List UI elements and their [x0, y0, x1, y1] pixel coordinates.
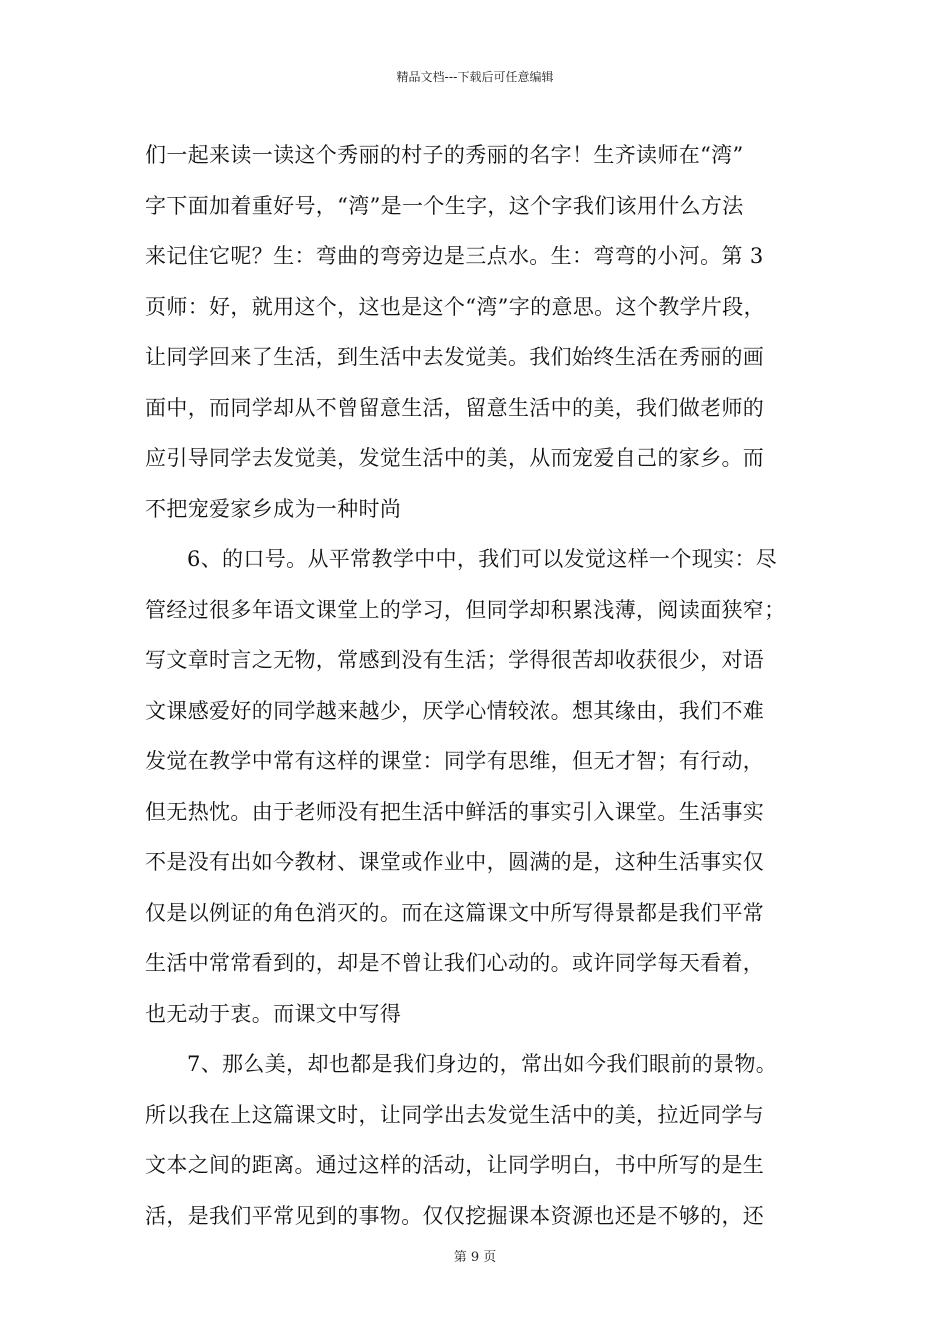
text-line: 页师：好，就用这个，这也是这个“湾”字的意思。这个教学片段，	[145, 294, 765, 319]
text-line: 仅是以例证的角色消灭的。而在这篇课文中所写得景都是我们平常	[145, 900, 765, 925]
text-line: 不把宠爱家乡成为一种时尚	[145, 496, 402, 521]
text-line: 文课感爱好的同学越来越少，厌学心情较浓。想其缘由，我们不难	[145, 698, 765, 723]
text-line: 发觉在教学中常有这样的课堂：同学有思维，但无才智；有行动，	[145, 749, 765, 773]
text-line: 应引导同学去发觉美，发觉生活中的美，从而宠爱自己的家乡。而	[145, 446, 765, 470]
page-number: 9	[470, 1250, 480, 1265]
page-header: 精品文档---下载后可任意编辑	[396, 70, 554, 84]
text-line: 6、的口号。从平常教学中中，我们可以发觉这样一个现实：尽	[187, 547, 778, 571]
text-line: 来记住它呢？生：弯曲的弯旁边是三点水。生：弯弯的小河。第 3	[145, 244, 764, 268]
text-line: 也无动于衷。而课文中写得	[145, 1001, 402, 1026]
text-line: 写文章时言之无物，常感到没有生活；学得很苦却收获很少，对语	[145, 648, 765, 672]
paragraph-6	[145, 534, 815, 1039]
text-line: 不是没有出如今教材、课堂或作业中，圆满的是，这种生活事实仅	[145, 850, 765, 874]
paragraph-7	[145, 1039, 815, 1241]
text-line: 们一起来读一读这个秀丽的村子的秀丽的名字！生齐读师在“湾”	[145, 143, 744, 167]
page-label-prefix: 第	[453, 1250, 467, 1265]
text-line: 生活中常常看到的，却是不曾让我们心动的。或许同学每天看着，	[145, 951, 765, 975]
text-line: 让同学回来了生活，到生活中去发觉美。我们始终生活在秀丽的画	[145, 345, 765, 369]
text-line: 7、那么美，却也都是我们身边的，常出如今我们眼前的景物。	[187, 1052, 778, 1076]
text-line: 文本之间的距离。通过这样的活动，让同学明白，书中所写的是生	[145, 1153, 765, 1177]
page-footer	[0, 1246, 950, 1265]
page-label-suffix: 页	[483, 1250, 497, 1265]
text-line: 所以我在上这篇课文时，让同学出去发觉生活中的美，拉近同学与	[145, 1102, 765, 1127]
text-line: 字下面加着重好号，“湾”是一个生字，这个字我们该用什么方法	[145, 193, 744, 218]
text-line: 活，是我们平常见到的事物。仅仅挖掘课本资源也还是不够的，还	[145, 1203, 765, 1228]
document-body	[145, 130, 815, 1241]
text-line: 但无热忱。由于老师没有把生活中鲜活的事实引入课堂。生活事实	[145, 799, 765, 824]
text-line: 面中，而同学却从不曾留意生活，留意生活中的美，我们做老师的	[145, 395, 765, 420]
paragraph-continuation	[145, 130, 815, 534]
text-line: 管经过很多年语文课堂上的学习，但同学却积累浅薄，阅读面狭窄；	[145, 597, 786, 622]
